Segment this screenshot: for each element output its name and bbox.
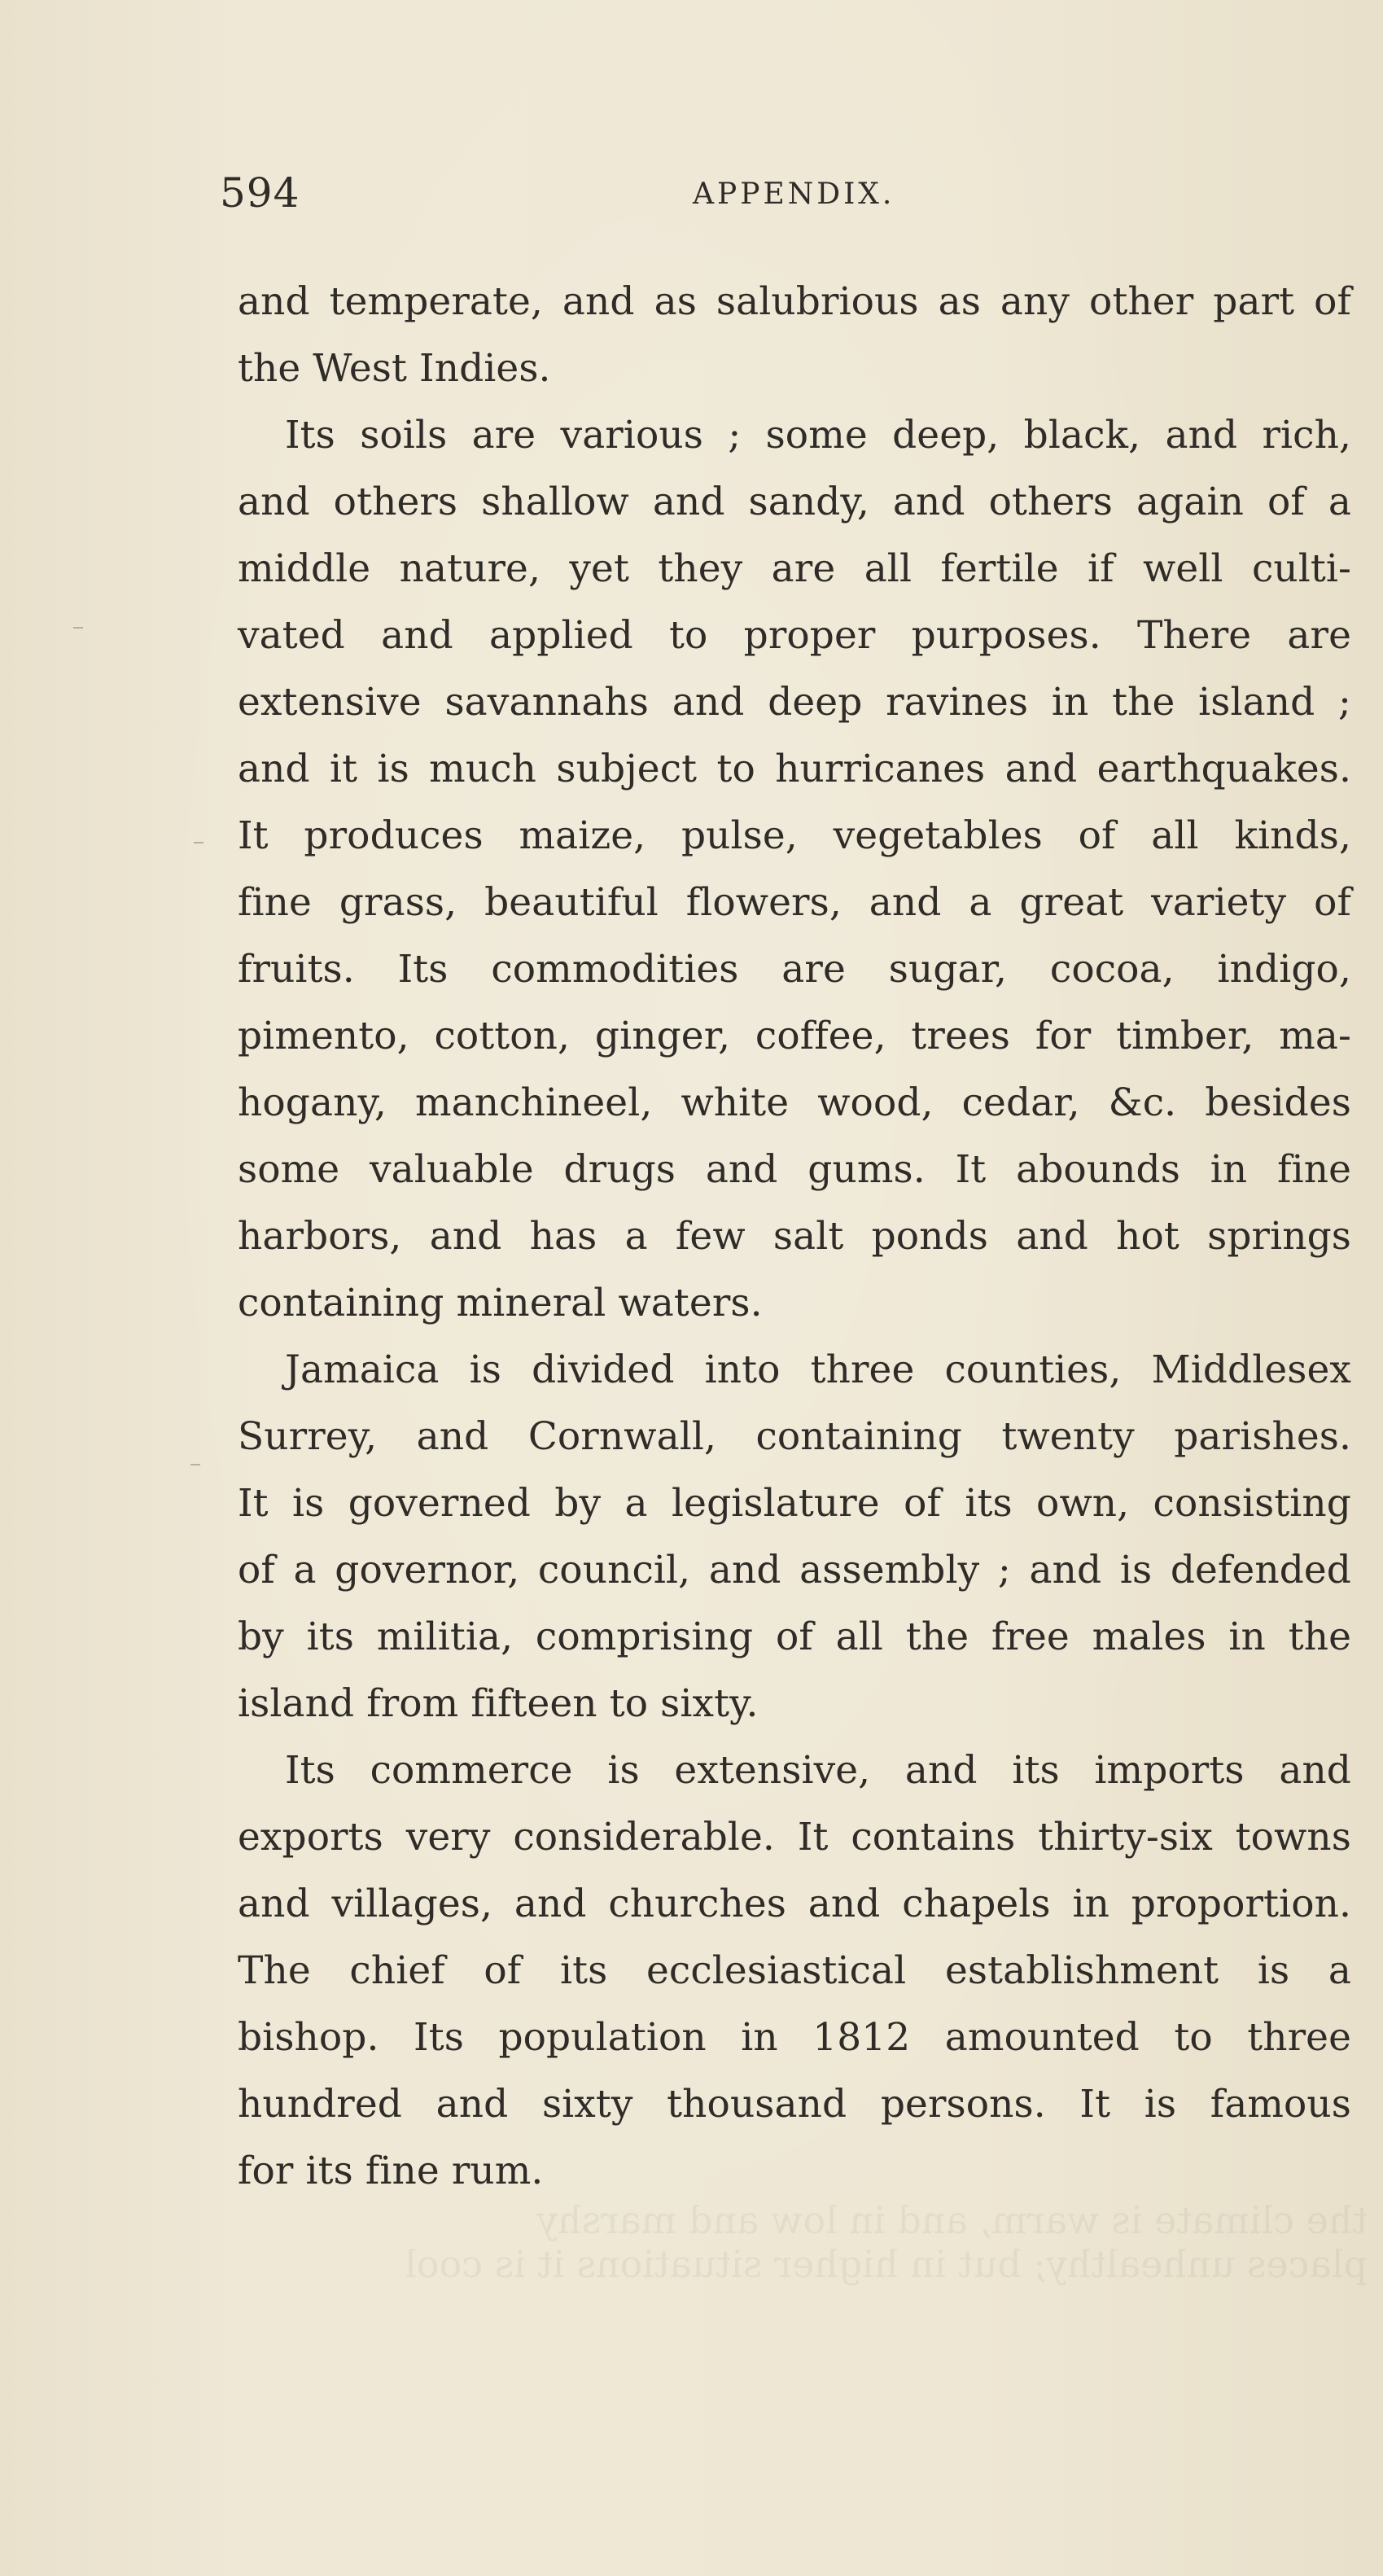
text-line: hogany, manchineel, white wood, cedar, &c. besides: [238, 1080, 1351, 1125]
text-line: pimento, cotton, ginger, coffee, trees for timber, ma-: [238, 1014, 1351, 1058]
text-line: extensive savannahs and deep ravines in the island ;: [238, 680, 1351, 725]
text-line: hundred and sixty thousand persons. It is famous: [238, 2082, 1351, 2127]
text-line: exports very considerable. It contains thirty-six towns: [238, 1815, 1351, 1860]
text-line: vated and applied to proper purposes. There are: [238, 613, 1351, 658]
text-line: some valuable drugs and gums. It abounds in fine: [238, 1147, 1351, 1192]
text-line: and villages, and churches and chapels in proportion.: [238, 1882, 1351, 1926]
text-line: Its soils are various ; some deep, black, and rich,: [285, 413, 1351, 458]
text-line: The chief of its ecclesiastical establishment is a: [238, 1948, 1351, 1993]
paper-mark: [73, 627, 83, 629]
page-header: [220, 169, 1343, 226]
paper-mark: [194, 842, 204, 843]
text-line: containing mineral waters.: [238, 1281, 763, 1325]
body-text: [238, 269, 1351, 2205]
text-line: by its militia, comprising of all the free males in the: [238, 1614, 1351, 1659]
show-through-bleed: the climate is warm, and in low and marshy places unhealthy; but in higher situations it is cool: [405, 2198, 1368, 2286]
text-line: Jamaica is divided into three counties, Middlesex: [285, 1347, 1351, 1392]
text-line: island from fifteen to sixty.: [238, 1681, 759, 1726]
text-line: bishop. Its population in 1812 amounted to three: [238, 2015, 1351, 2060]
text-line: for its fine rum.: [238, 2149, 544, 2193]
text-line: harbors, and has a few salt ponds and hot springs: [238, 1214, 1351, 1259]
text-line: fine grass, beautiful flowers, and a great variety of: [238, 880, 1351, 925]
running-head: APPENDIX.: [693, 177, 895, 211]
paper-mark: [190, 1464, 200, 1465]
text-line: of a governor, council, and assembly ; and is defended: [238, 1548, 1351, 1592]
text-line: and temperate, and as salubrious as any other part of: [238, 279, 1351, 324]
text-line: and it is much subject to hurricanes and earthquakes.: [238, 747, 1351, 791]
text-line: fruits. Its commodities are sugar, cocoa, indigo,: [238, 947, 1351, 992]
text-line: Its commerce is extensive, and its imports and: [285, 1748, 1351, 1793]
page-number: 594: [220, 169, 300, 217]
text-line: It is governed by a legislature of its own, consisting: [238, 1481, 1351, 1526]
text-line: and others shallow and sandy, and others again of a: [238, 480, 1351, 524]
text-line: the West Indies.: [238, 346, 551, 391]
text-line: middle nature, yet they are all fertile if well culti-: [238, 546, 1351, 591]
text-line: It produces maize, pulse, vegetables of all kinds,: [238, 813, 1351, 858]
text-line: Surrey, and Cornwall, containing twenty parishes.: [238, 1414, 1351, 1459]
